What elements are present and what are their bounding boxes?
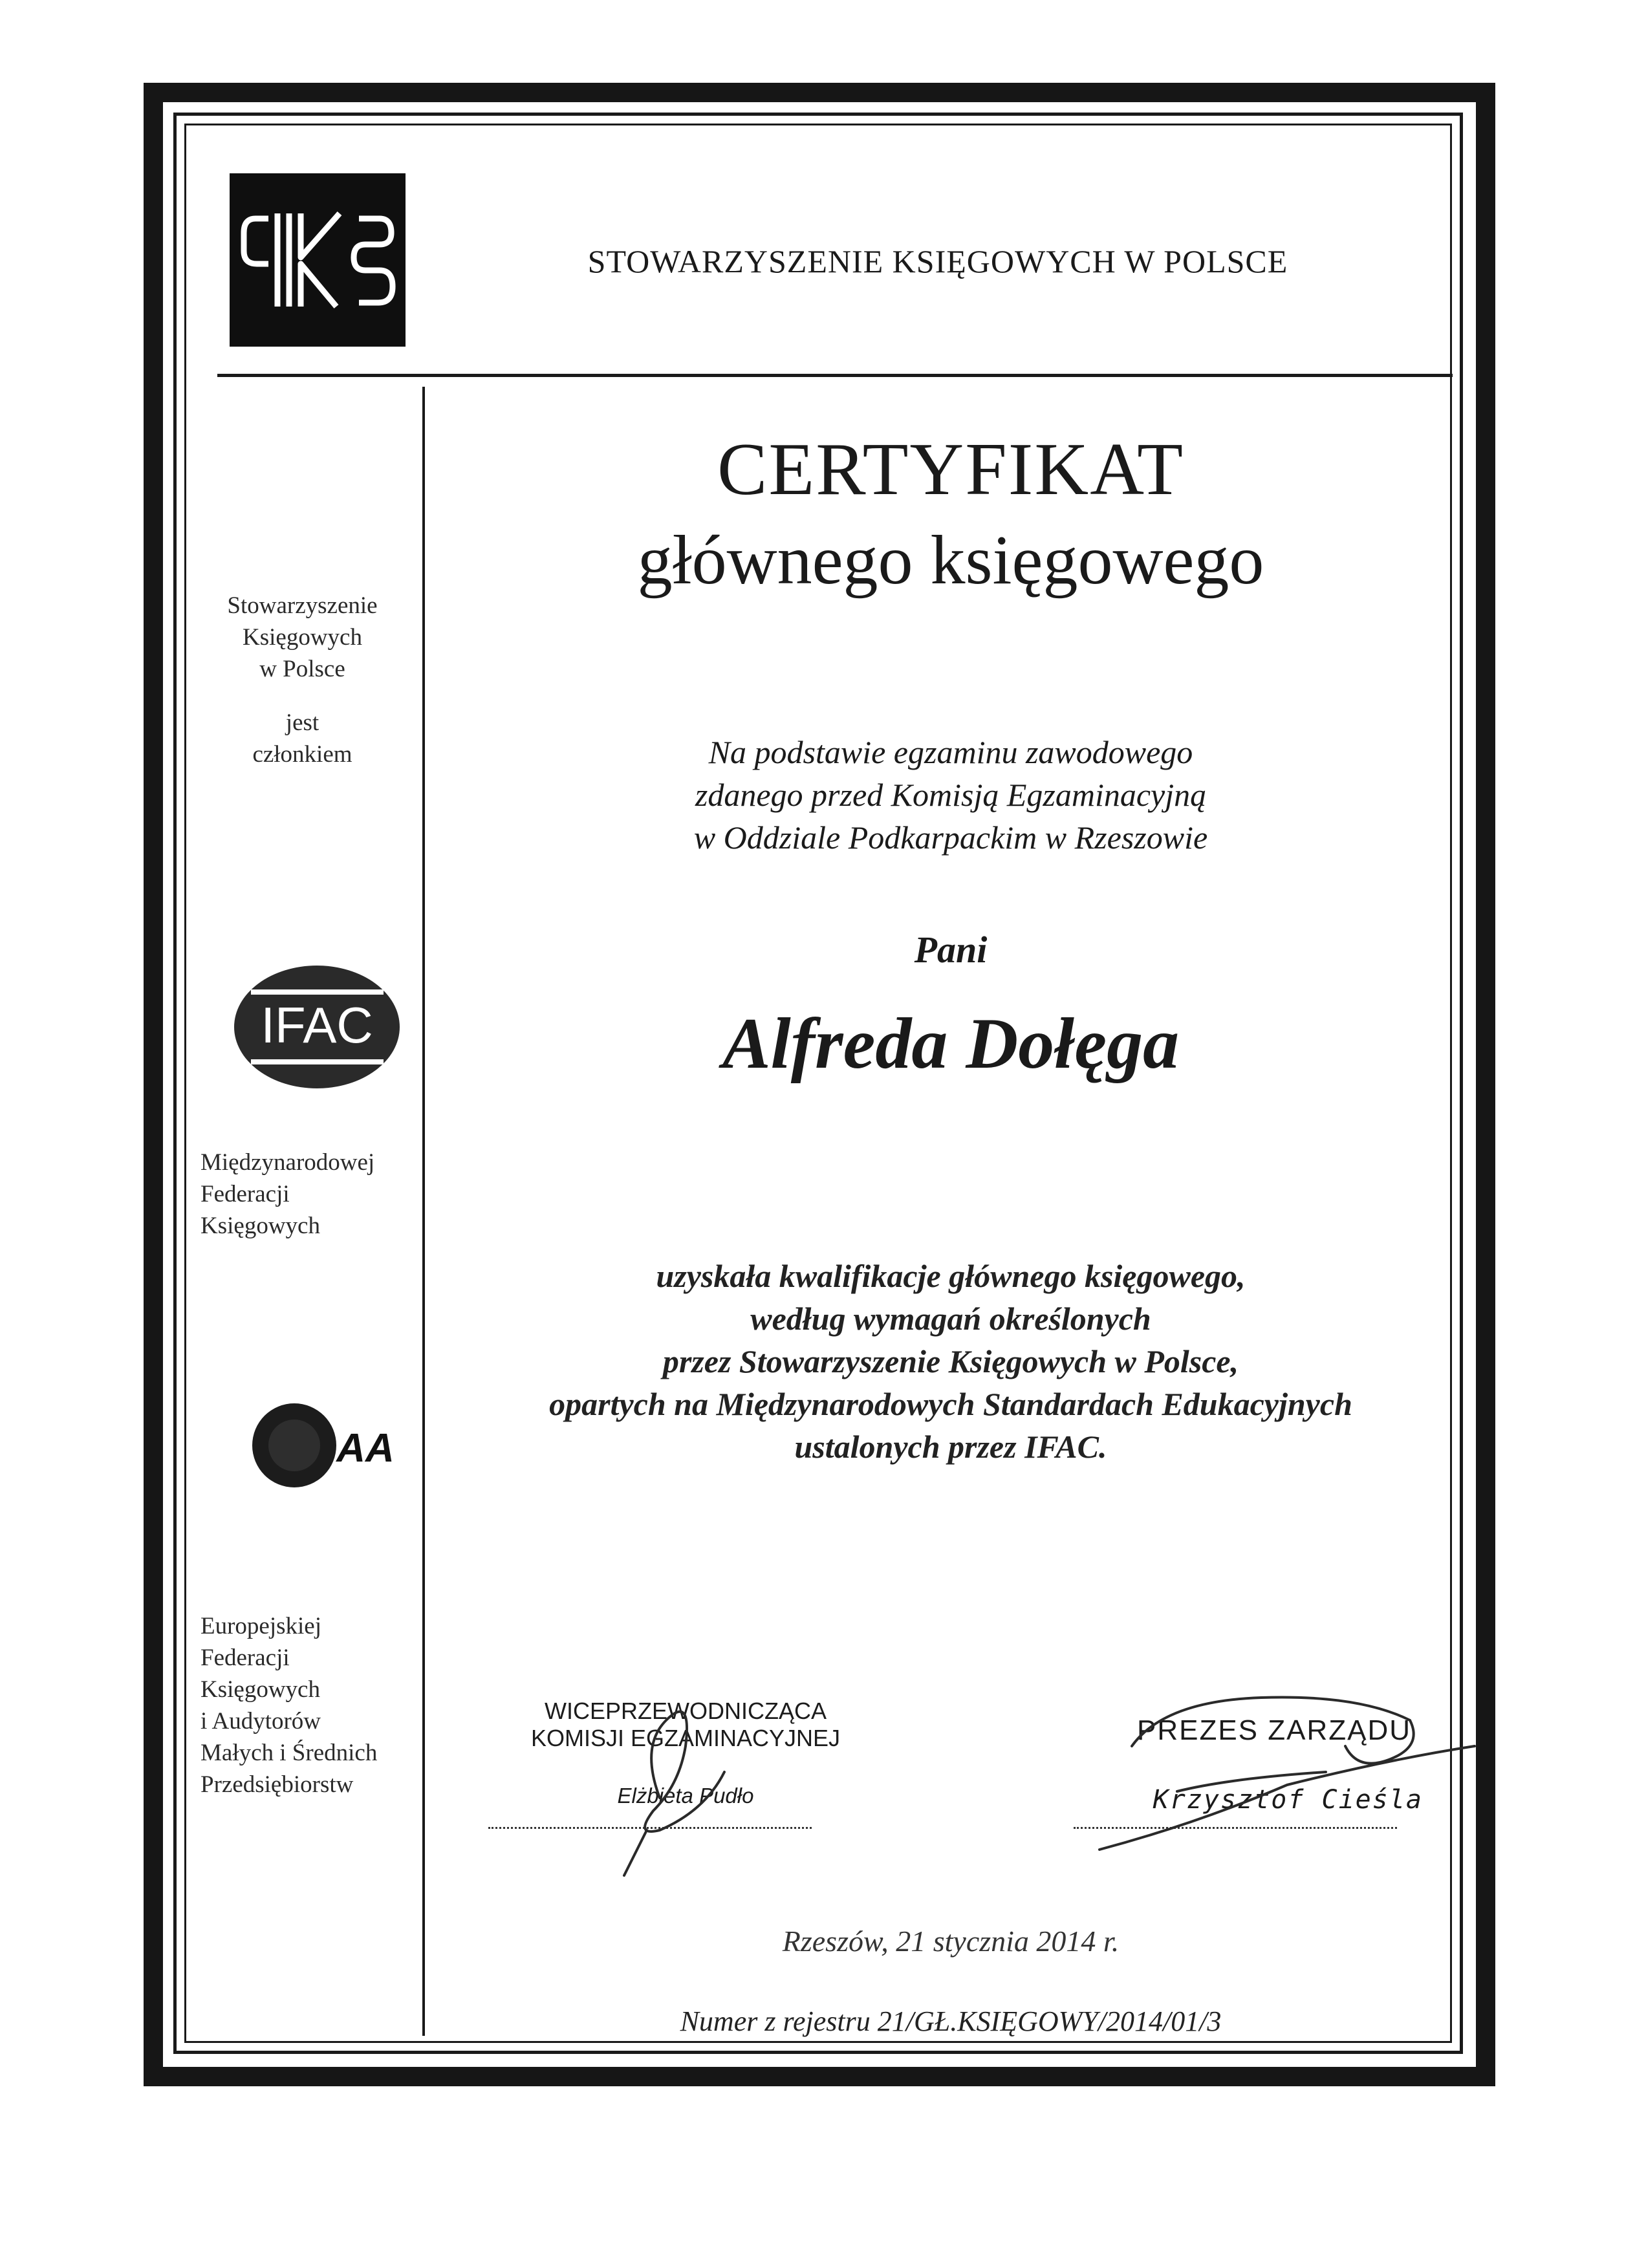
place-and-date: Rzeszów, 21 stycznia 2014 r. [782, 1925, 1120, 1958]
sidebar-line: i Audytorów [200, 1708, 321, 1734]
ifac-logo-text: IFAC [261, 997, 373, 1053]
sidebar-line: Europejskiej [200, 1613, 322, 1639]
sidebar-association [194, 590, 411, 685]
basis-line: zdanego przed Komisją Egzaminacyjną [695, 777, 1207, 813]
basis-line: Na podstawie egzaminu zawodowego [708, 734, 1193, 770]
sidebar-line: Małych i Średnich [200, 1740, 378, 1766]
basis-line: w Oddziale Podkarpackim w Rzeszowie [693, 819, 1208, 856]
qualification-line: według wymagań określonych [750, 1301, 1151, 1337]
left-signature-line [488, 1827, 812, 1829]
efaa-logo [226, 1397, 404, 1491]
sidebar-line: w Polsce [259, 656, 345, 682]
exam-basis [453, 731, 1449, 859]
sk-logo [230, 173, 406, 347]
qualification-line: opartych na Międzynarodowych Standardach Edukacyjnych [549, 1386, 1352, 1422]
sidebar-line: jest [285, 709, 319, 736]
qualification-line: przez Stowarzyszenie Księgowych w Polsce, [662, 1343, 1239, 1379]
sidebar-line: Księgowych [200, 1213, 320, 1239]
qualification-line: ustalonych przez IFAC. [794, 1429, 1107, 1465]
register-number: Numer z rejestru 21/GŁ.KSIĘGOWY/2014/01/3 [680, 2005, 1222, 2037]
left-signatory-title [492, 1698, 880, 1752]
sidebar-efaa [194, 1610, 417, 1800]
sidebar-line: Federacji [200, 1181, 290, 1207]
efaa-logo-text: AA [336, 1426, 395, 1471]
right-signature-line [1074, 1827, 1397, 1829]
sk-logo-graphic [230, 173, 406, 347]
salutation: Pani [914, 929, 988, 971]
right-signatory-name: Krzysztof Cieśla [1153, 1785, 1423, 1815]
sidebar-ifac [194, 1147, 417, 1242]
header-divider [217, 374, 1453, 377]
sidebar-divider [422, 387, 425, 2036]
recipient-name: Alfreda Dołęga [722, 1004, 1180, 1084]
sidebar-line: Księgowych [200, 1676, 320, 1703]
left-title-line: KOMISJI EGZAMINACYJNEJ [530, 1725, 841, 1751]
left-title-line: WICEPRZEWODNICZĄCA [545, 1698, 827, 1724]
certificate-title: CERTYFIKAT [717, 428, 1184, 511]
sidebar-line: Międzynarodowej [200, 1149, 375, 1176]
sidebar-member-of [194, 707, 411, 770]
sidebar-line: Księgowych [243, 624, 362, 651]
right-signatory-title: PREZES ZARZĄDU [1136, 1714, 1412, 1746]
sidebar-line: członkiem [252, 741, 352, 768]
sidebar-line: Przedsiębiorstw [200, 1771, 354, 1798]
qualification-text [453, 1255, 1449, 1468]
sidebar-line: Stowarzyszenie [227, 592, 378, 619]
certificate-subtitle: głównego księgowego [637, 522, 1264, 599]
organization-name: STOWARZYSZENIE KSIĘGOWYCH W POLSCE [587, 243, 1288, 279]
left-signatory-name: Elżbieta Pudło [617, 1784, 754, 1808]
qualification-line: uzyskała kwalifikacje głównego księgowego, [656, 1258, 1246, 1294]
ifac-logo [225, 951, 409, 1103]
sidebar-line: Federacji [200, 1645, 290, 1671]
